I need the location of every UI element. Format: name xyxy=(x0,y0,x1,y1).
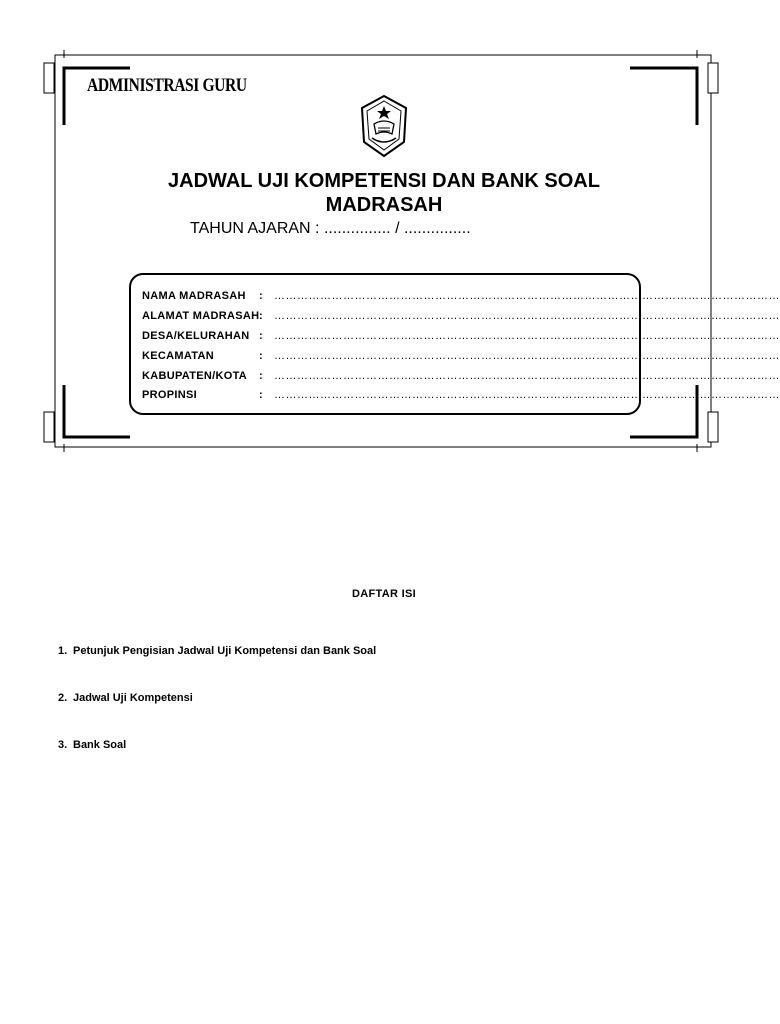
info-blank: …………………………………………………………………………………………………………………… xyxy=(274,330,780,342)
info-label: KECAMATAN xyxy=(142,350,214,362)
info-blank: …………………………………………………………………………………………………………………… xyxy=(274,290,780,302)
toc-item-number: 2. xyxy=(58,692,68,704)
toc-item xyxy=(58,739,126,751)
toc-item xyxy=(58,692,193,704)
toc-item-text: Petunjuk Pengisian Jadwal Uji Kompetensi dan Bank Soal xyxy=(73,645,377,657)
info-colon: : xyxy=(259,370,263,382)
info-row-alamat-madrasah xyxy=(142,310,780,322)
academic-year-line: TAHUN AJARAN : ............... / ............... xyxy=(190,220,471,237)
info-row-propinsi xyxy=(142,389,780,401)
info-blank: …………………………………………………………………………………………………………………… xyxy=(274,350,780,362)
school-info-box xyxy=(129,273,780,415)
info-blank: …………………………………………………………………………………………………………………… xyxy=(274,370,780,382)
info-blank: …………………………………………………………………………………………………………………… xyxy=(274,389,780,401)
info-blank: …………………………………………………………………………………………………………………… xyxy=(274,310,780,322)
info-label: ALAMAT MADRASAH xyxy=(142,310,260,322)
info-colon: : xyxy=(259,330,263,342)
info-row-kabupaten-kota xyxy=(142,370,780,382)
toc-item-text: Bank Soal xyxy=(73,739,127,751)
info-row-kecamatan xyxy=(142,350,780,362)
info-row-nama-madrasah xyxy=(142,290,780,302)
info-colon: : xyxy=(259,290,263,302)
info-label: PROPINSI xyxy=(142,389,197,401)
info-colon: : xyxy=(259,389,263,401)
toc-item xyxy=(58,645,376,657)
toc-item-number: 1. xyxy=(58,645,68,657)
toc-item-text: Jadwal Uji Kompetensi xyxy=(73,692,193,704)
header-label: ADMINISTRASI GURU xyxy=(87,75,247,96)
cover-title: JADWAL UJI KOMPETENSI DAN BANK SOAL xyxy=(168,170,600,192)
info-label: NAMA MADRASAH xyxy=(142,290,246,302)
toc-title: DAFTAR ISI xyxy=(352,588,416,600)
toc-item-number: 3. xyxy=(58,739,68,751)
ministry-emblem-icon xyxy=(358,94,410,158)
info-colon: : xyxy=(259,310,263,322)
info-label: KABUPATEN/KOTA xyxy=(142,370,248,382)
cover-subtitle: MADRASAH xyxy=(325,194,443,216)
info-row-desa-kelurahan xyxy=(142,330,780,342)
info-label: DESA/KELURAHAN xyxy=(142,330,250,342)
info-colon: : xyxy=(259,350,263,362)
